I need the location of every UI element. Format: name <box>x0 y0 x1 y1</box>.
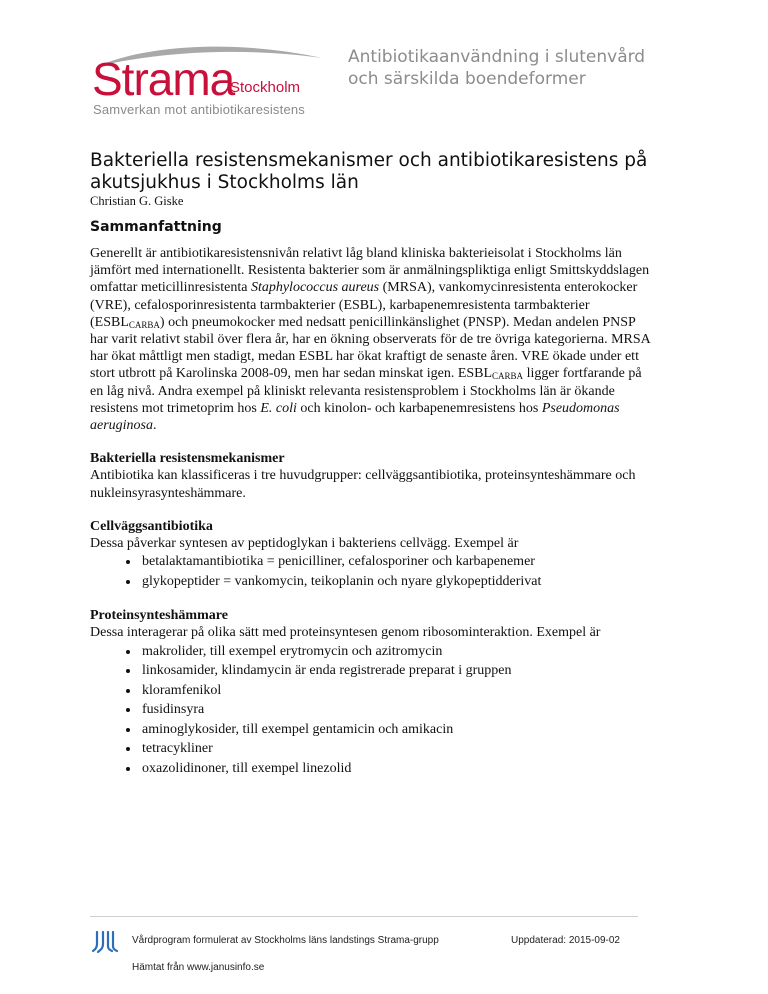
footer-source: Hämtat från www.janusinfo.se <box>132 962 265 973</box>
brand-region: Stockholm <box>230 79 301 96</box>
document-title: Bakteriella resistensmekanismer och antibiotikaresistens på akutsjukhus i Stockholms län <box>90 150 648 193</box>
strama-logo <box>90 40 330 115</box>
footer-divider <box>90 916 638 917</box>
mechanisms-heading: Bakteriella resistensmekanismer <box>90 451 285 467</box>
list-item: • betalaktamantibiotika = penicilliner, cefalosporiner och karbapenemer <box>140 552 650 572</box>
series-line-2: och särskilda boendeformer <box>348 69 586 89</box>
list-item: • linkosamider, klindamycin är enda registrerade preparat i gruppen <box>140 661 650 681</box>
list-item: • tetracykliner <box>140 739 650 759</box>
document-body <box>90 150 650 778</box>
protein-list <box>90 642 650 779</box>
protein-heading: Proteinsynteshämmare <box>90 608 228 624</box>
summary-heading: Sammanfattning <box>90 219 222 235</box>
document-series <box>348 46 645 90</box>
mechanisms-paragraph: Antibiotika kan klassificeras i tre huvudgrupper: cellväggsantibiotika, proteinsynteshämmare och nukleinsyrasynteshämmare. <box>90 468 636 501</box>
list-item: • fusidinsyra <box>140 700 650 720</box>
sll-logo-icon <box>92 930 118 954</box>
list-item: • glykopeptider = vankomycin, teikoplanin och nyare glykopeptidderivat <box>140 572 650 592</box>
cellwall-heading: Cellväggsantibiotika <box>90 518 213 534</box>
cellwall-list <box>90 552 650 591</box>
author: Christian G. Giske <box>90 194 184 208</box>
cellwall-paragraph: Dessa påverkar syntesen av peptidoglykan i bakteriens cellvägg. Exempel är <box>90 536 519 552</box>
list-item: • aminoglykosider, till exempel gentamicin och amikacin <box>140 720 650 740</box>
page-header <box>0 0 768 130</box>
list-item: • makrolider, till exempel erytromycin och azitromycin <box>140 642 650 662</box>
summary-paragraph: Generellt är antibiotikaresistensnivån relativt låg bland kliniska bakterieisolat i Stockholms län jämfört med internationellt. Resistenta bakterier som är anmälningspliktiga enligt Smittskyddslagen omfattar meticillinresistenta Staphylococcus aureus (MRSA), vankomycinresistenta enterokocker (VRE), cefalosporinresistenta tarmbakterier (ESBL), karbapenemresistenta tarmbakterier $(ESBL_{CARBA})$ och pneumokocker med nedsatt penicillinkänslighet (PNSP). Medan andelen PNSP har varit relativt stabil över flera år, har en ökning observerats för de tre övriga kategorierna. MRSA har ökat måttligt men stadigt, medan ESBL har ökat kraftigt de senaste åren. VRE ökade under ett stort utbrott på Karolinska 2008-09, men har sedan minskat igen. $ESBL_{CARBA}$ ligger fortfarande på en låg nivå. Andra exempel på kliniskt relevanta resistensproblem i Stockholms län är ökande resistens mot trimetoprim hos E. coli och kinolon- och karbapenemresistens hos Pseudomonas aeruginosa. <box>90 246 651 434</box>
brand-tagline: Samverkan mot antibiotikaresistens <box>93 102 306 117</box>
list-item: • kloramfenikol <box>140 681 650 701</box>
list-item: • oxazolidinoner, till exempel linezolid <box>140 759 650 779</box>
footer-updated: Uppdaterad: 2015-09-02 <box>511 935 620 946</box>
protein-paragraph: Dessa interagerar på olika sätt med proteinsyntesen genom ribosominteraktion. Exempel är <box>90 625 601 641</box>
footer-program: Vårdprogram formulerat av Stockholms läns landstings Strama-grupp <box>132 935 439 946</box>
brand-name: Strama <box>92 53 235 105</box>
series-line-1: Antibiotikaanvändning i slutenvård <box>348 47 646 67</box>
